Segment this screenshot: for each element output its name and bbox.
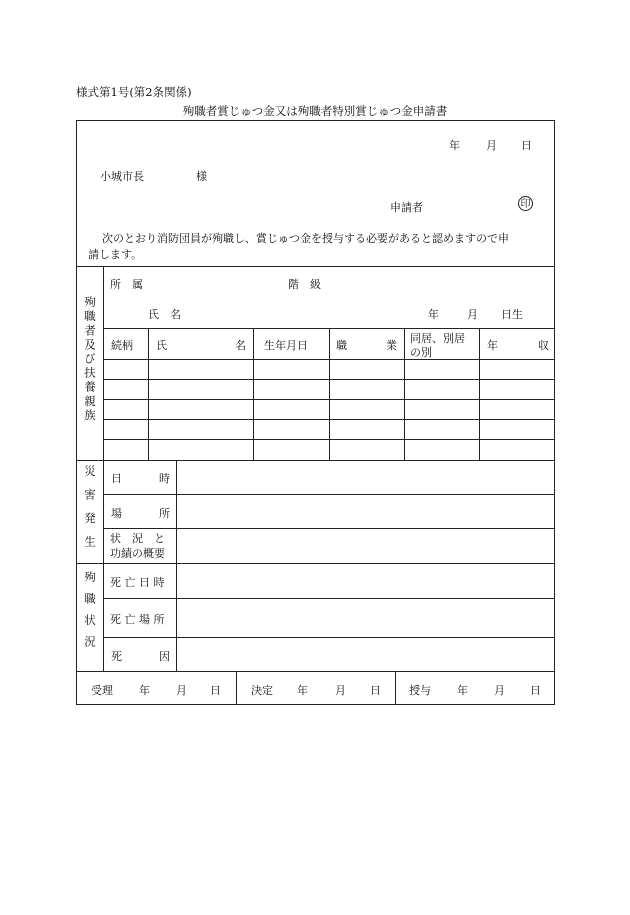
- divider: [148, 328, 149, 460]
- death-cause-b: 因: [159, 650, 170, 663]
- date-day: 日: [521, 139, 532, 152]
- disaster-section-label: 災害発生: [83, 465, 97, 559]
- receipt-month: 月: [176, 684, 187, 697]
- divider: [479, 328, 480, 460]
- decision-year: 年: [297, 684, 308, 697]
- divider: [103, 598, 555, 599]
- disaster-datetime-a: 日: [111, 472, 122, 485]
- birth-year: 年: [428, 308, 439, 321]
- family-section-label: 殉職者及び扶養親族: [83, 296, 97, 423]
- form-number: 様式第1号(第2条関係): [76, 85, 192, 99]
- col-cohab-1: 同居、別居: [410, 332, 465, 345]
- disaster-summary-1: 状 況 と: [110, 532, 165, 545]
- honorific: 様: [196, 170, 207, 183]
- divider: [76, 563, 555, 564]
- statement-line-1: 次のとおり消防団員が殉職し、賞じゅつ金を授与する必要があると認めますので申: [102, 232, 509, 245]
- seal-mark: 印: [518, 196, 533, 211]
- applicant-label: 申請者: [390, 201, 423, 214]
- rank-label: 階 級: [288, 278, 321, 291]
- award-month: 月: [494, 684, 505, 697]
- col-name-a: 氏: [156, 339, 167, 352]
- col-dob: 生年月日: [264, 339, 308, 352]
- disaster-place-b: 所: [159, 507, 170, 520]
- col-income-a: 年: [487, 339, 498, 352]
- divider: [76, 266, 555, 267]
- divider: [253, 328, 254, 460]
- award-year: 年: [457, 684, 468, 697]
- receipt-year: 年: [139, 684, 150, 697]
- receipt-label: 受理: [91, 684, 113, 697]
- col-income-b: 収: [538, 339, 549, 352]
- disaster-summary-2: 功績の概要: [110, 547, 165, 560]
- receipt-day: 日: [210, 684, 221, 697]
- birth-day: 日生: [501, 308, 523, 321]
- divider: [404, 328, 405, 460]
- death-section-label: 殉職状況: [83, 571, 97, 657]
- statement-line-2: 請します。: [88, 248, 143, 261]
- divider: [76, 460, 555, 461]
- addressee: 小城市長: [100, 170, 144, 183]
- decision-label: 決定: [251, 684, 273, 697]
- death-place-label: 死 亡 場 所: [110, 613, 165, 626]
- divider: [76, 671, 555, 672]
- decision-month: 月: [335, 684, 346, 697]
- award-label: 授与: [409, 684, 431, 697]
- affiliation-label: 所 属: [110, 278, 143, 291]
- death-cause-a: 死: [111, 650, 122, 663]
- divider: [176, 460, 177, 671]
- col-job-a: 職: [336, 339, 347, 352]
- decision-day: 日: [370, 684, 381, 697]
- name-label: 氏 名: [148, 308, 181, 321]
- divider: [236, 671, 237, 705]
- divider: [329, 328, 330, 460]
- divider: [103, 494, 555, 495]
- birth-month: 月: [467, 308, 478, 321]
- col-cohab-2: の別: [410, 346, 432, 359]
- disaster-place-a: 場: [111, 507, 122, 520]
- award-day: 日: [530, 684, 541, 697]
- col-relation: 続柄: [111, 339, 133, 352]
- death-datetime-label: 死 亡 日 時: [110, 576, 165, 589]
- disaster-datetime-b: 時: [159, 472, 170, 485]
- divider: [103, 266, 104, 671]
- divider: [395, 671, 396, 705]
- date-year: 年: [449, 139, 460, 152]
- col-name-b: 名: [235, 339, 246, 352]
- date-month: 月: [486, 139, 497, 152]
- divider: [103, 528, 555, 529]
- form-title: 殉職者賞じゅつ金又は殉職者特別賞じゅつ金申請書: [182, 104, 448, 118]
- divider: [103, 637, 555, 638]
- col-job-b: 業: [386, 339, 397, 352]
